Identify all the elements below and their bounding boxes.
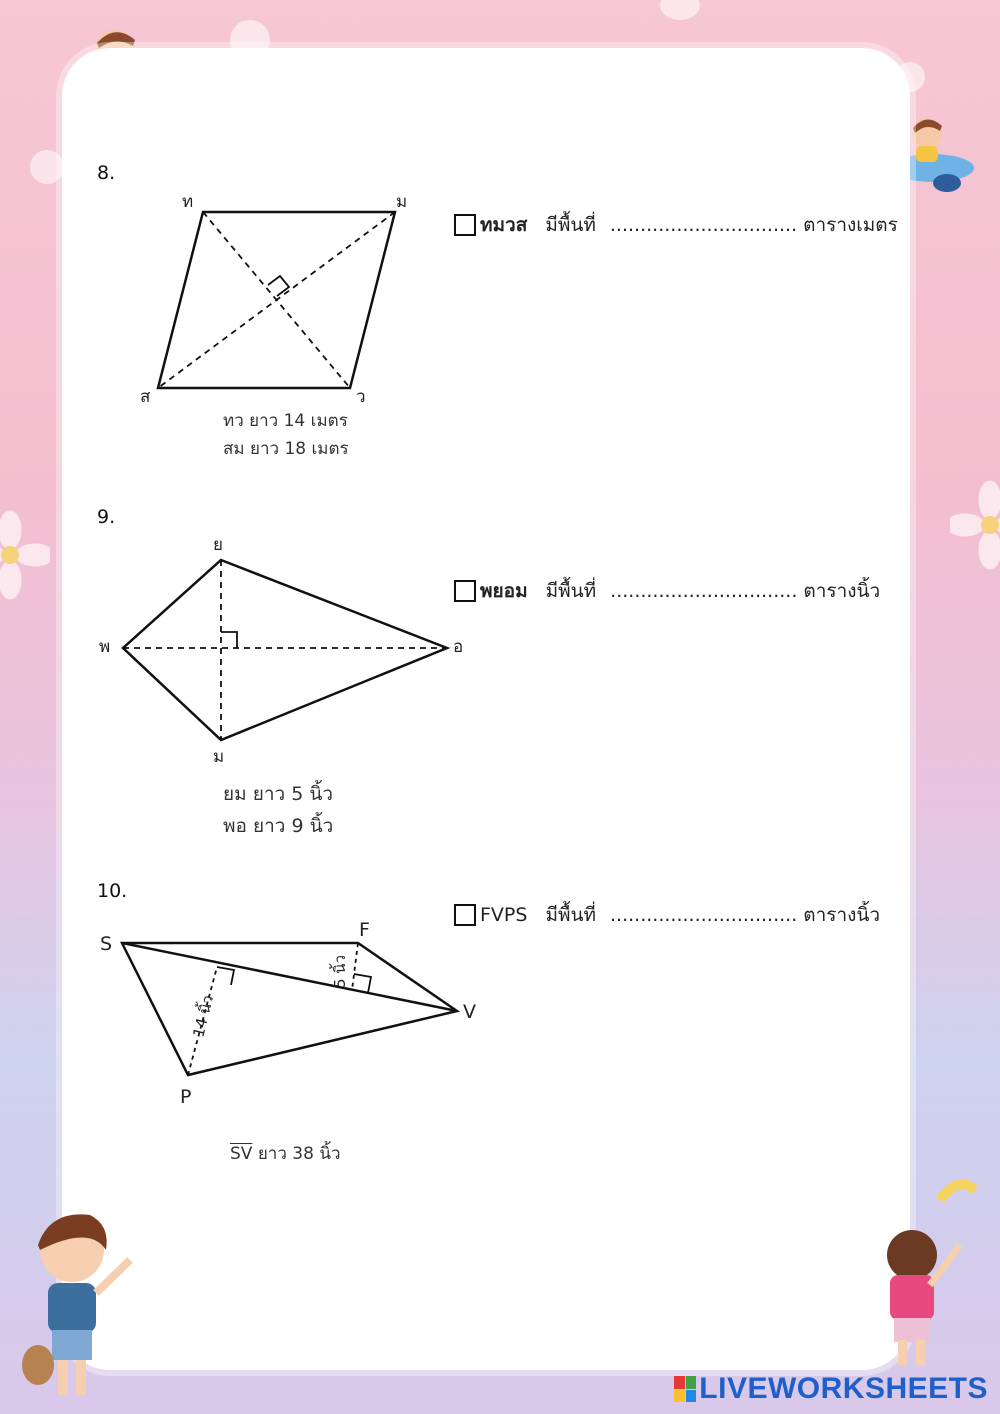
given-line: สม ยาว 18 เมตร xyxy=(223,439,349,459)
question-number: 8. xyxy=(97,162,116,184)
answer-line xyxy=(454,576,880,606)
height-label: 14 นิ้ว xyxy=(189,993,218,1039)
brand-square xyxy=(686,1390,697,1403)
quadrilateral-diagram xyxy=(95,910,490,1110)
answer-line xyxy=(454,210,898,240)
answer-checkbox[interactable] xyxy=(454,580,476,602)
given-info xyxy=(230,1140,341,1168)
brand-square xyxy=(674,1376,685,1389)
vertex-label: ท xyxy=(182,192,194,212)
given-line: ยม ยาว 5 นิ้ว xyxy=(223,783,333,805)
background-bubble xyxy=(30,150,64,184)
brand-square xyxy=(686,1376,697,1389)
liveworksheets-logo xyxy=(674,1372,988,1406)
area-label: มีพื้นที่ xyxy=(545,904,597,926)
question-number: 10. xyxy=(97,880,128,902)
vertex-label: F xyxy=(359,919,370,941)
height-label: 5 นิ้ว xyxy=(331,955,349,988)
brand-text: LIVEWORKSHEETS xyxy=(699,1372,988,1405)
shape-name: ทมวส xyxy=(480,214,528,236)
answer-blank[interactable]: ............................... xyxy=(609,214,798,236)
flower-decoration xyxy=(0,510,50,600)
answer-checkbox[interactable] xyxy=(454,904,476,926)
flower-decoration xyxy=(950,480,1000,570)
vertex-label: ม xyxy=(213,747,225,767)
area-label: มีพื้นที่ xyxy=(545,214,596,236)
vertex-label: พ xyxy=(99,637,111,657)
brand-square xyxy=(674,1390,685,1403)
vertex-label: ม xyxy=(396,192,408,212)
background-bubble xyxy=(660,0,700,20)
brand-icon xyxy=(674,1376,696,1402)
question-number: 9. xyxy=(97,506,116,528)
segment-name: $\overline{SV}$ xyxy=(230,1144,253,1164)
vertex-label: ย xyxy=(213,535,223,555)
given-line: พอ ยาว 9 นิ้ว xyxy=(223,815,334,837)
boy-illustration xyxy=(10,1205,160,1405)
vertex-label: ส xyxy=(140,387,151,407)
vertex-label: V xyxy=(463,1001,476,1023)
answer-line xyxy=(454,900,880,930)
answer-checkbox[interactable] xyxy=(454,214,476,236)
given-line xyxy=(230,1144,341,1164)
vertex-label: ว xyxy=(356,387,366,407)
shape-name: พยอม xyxy=(480,580,528,602)
kite-diagram xyxy=(95,530,480,770)
girl-illustration xyxy=(860,1170,1000,1375)
shape-name: FVPS xyxy=(480,904,528,926)
vertex-label: P xyxy=(180,1086,192,1108)
area-label: มีพื้นที่ xyxy=(545,580,597,602)
answer-blank[interactable]: ............................... xyxy=(610,580,798,602)
unit-label: ตารางนิ้ว xyxy=(803,904,881,926)
answer-blank[interactable]: ............................... xyxy=(610,904,798,926)
rhombus-diagram xyxy=(130,185,420,415)
vertex-label: อ xyxy=(453,637,464,657)
given-info xyxy=(223,407,349,463)
unit-label: ตารางเมตร xyxy=(803,214,898,236)
given-line: ทว ยาว 14 เมตร xyxy=(223,411,348,431)
given-info xyxy=(223,778,333,842)
vertex-label: S xyxy=(100,933,113,955)
given-rest: ยาว 38 นิ้ว xyxy=(257,1144,341,1164)
unit-label: ตารางนิ้ว xyxy=(803,580,881,602)
